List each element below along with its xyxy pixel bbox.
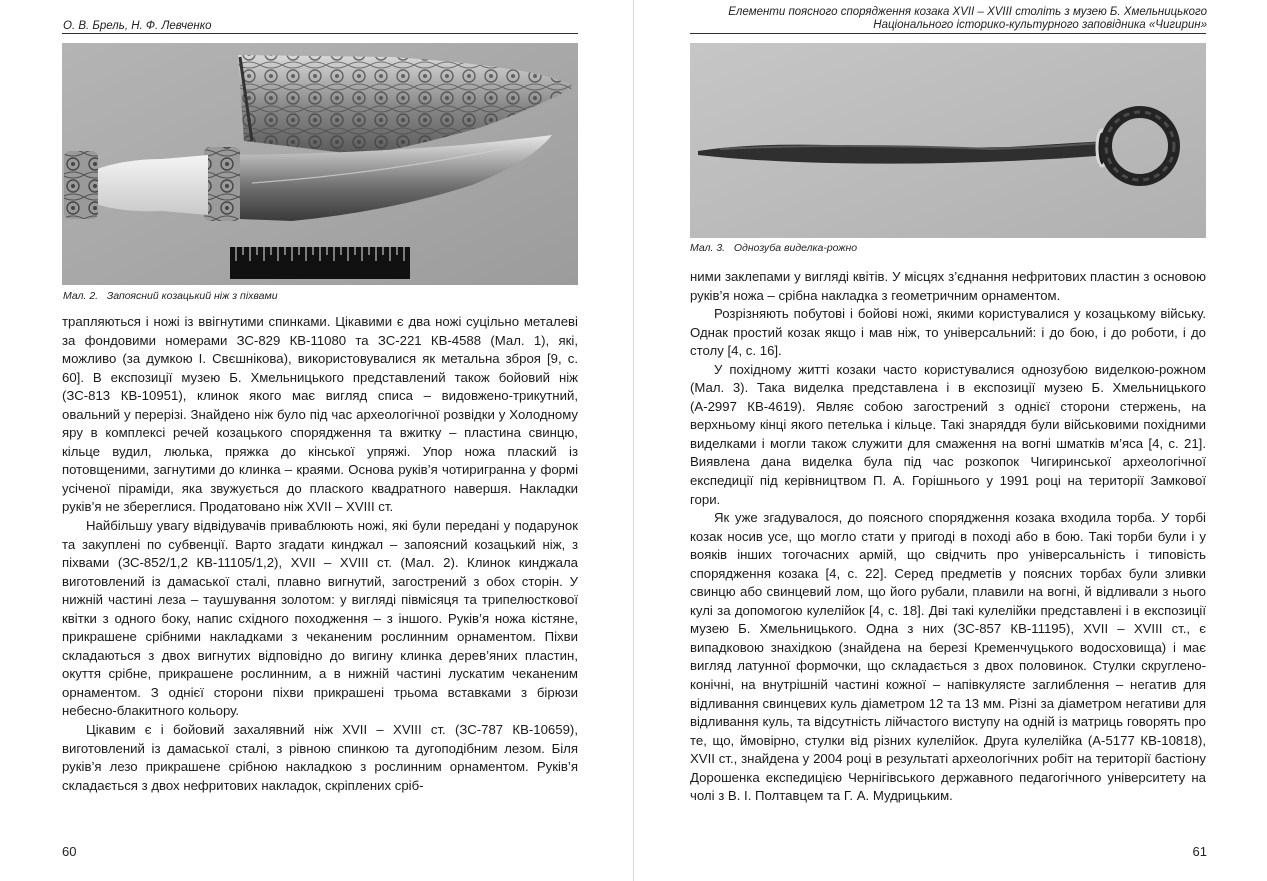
single-prong-fork-image	[690, 43, 1206, 238]
running-head-authors: О. В. Брель, Н. Ф. Левченко	[63, 20, 212, 32]
running-head-line: Національного історико-культурного заповідника «Чигирин»	[873, 19, 1207, 31]
body-text-right	[690, 268, 1206, 806]
page-right	[634, 0, 1267, 881]
paragraph: трапляються і ножі із ввігнутими спинками. Цікавими є два ножі суцільно металеві за фондовими номерами ЗС-829 КВ-11080 та ЗС-221 КВ-4588 (Мал. 1), які, можливо (за думкою І. Свєшнікова), використовувалися як метальна зброя [9, с. 60]. В експозиції музею Б. Хмельницького представлений також бойовий ніж (ЗС-813 КВ-10951), клинок якого має вигляд списа – видовжено-трикутний, овальний у перерізі. Знайдено ніж було під час археологічної розвідки у Холодному яру в комплексі речей козацького спорядження та вжитку – пластина свинцю, кільце вудил, люлька, пряжка до кінської упряжі. Упор ножа плаский із потовщеними, загнутими до клинка – краями. Основа руків’я чотиригранна у формі усіченої піраміди, яка звужується до плаского квадратного навершя. Накладки руків’я не збереглися. Продатовано ніж XVII – XVIII ст.	[62, 314, 578, 515]
figure-caption-3: Мал. 3. Однозуба виделка-рожно	[690, 242, 858, 254]
paragraph: Як уже згадувалося, до поясного спорядження козака входила торба. У торбі козак носив усе, що могло стати у пригоді в поході або в бою. Такі торби були і у вояків інших тогочасних армій, що свідчить про універсальність і типовість спорядження козака [4, с. 22]. Серед предметів у поясних торбах були зливки свинцю або свинцевий лом, що його рубали, плавили на вогні, й відливали з нього кулі за допомогою кулелійок [4, с. 18]. Дві такі кулелійки представлені і в експозиції музею Б. Хмельницького. Одна з них (ЗС-857 КВ-11195), XVII – XVIII ст., є випадковою знахідкою (знайдена на березі Кременчуцького водосховища) і має вигляд латунної формочки, що складається з двох половинок. Стулки скруглено-конічні, на внутрішній частині кожної – напівкулясте заглиблення – негатив для відливання свинцевих куль діаметром 12 та 13 мм. Різні за діаметром негативи для відливання куль, та відсутність лійчастого виступу на одній із матриць говорять про те, що, ймовірно, стулки від різних кулелійок. Друга кулелійка (А-5177 КВ-10818), XVII ст., знайдена у 2004 році в результаті археологічних робіт на території бастіону Дорошенка експедицією Чернігівського державного педагогічного університету на чолі з В. І. Полтавцем та Г. А. Мудрицьким.	[690, 510, 1206, 804]
paragraph: ними заклепами у вигляді квітів. У місцях з’єднання нефритових пластин з основою руків’я ножа – срібна накладка з геометричним орнаментом.	[690, 269, 1206, 303]
running-head-title	[728, 6, 1207, 32]
page-left	[0, 0, 633, 881]
page-number-right: 61	[1192, 844, 1207, 859]
body-text-left	[62, 313, 578, 795]
header-rule	[62, 33, 578, 34]
header-rule	[690, 33, 1206, 34]
figure-dagger-photo	[62, 43, 578, 285]
page-number-left: 60	[62, 844, 77, 859]
paragraph: Найбільшу увагу відвідувачів приваблюють ножі, які були передані у подарунок та закуплені по субвенції. Варто згадати кинджал – запоясний козацький ніж, з піхвами (ЗС-852/1,2 КВ-11105/1,2), XVII – XVIII ст. (Мал. 2). Клинок кинджала виготовлений із дамаської сталі, плавно вигнутий, загострений з обох сторін. У нижній частині леза – таушування золотом: у вигляді півмісяця та трипелюсткової квітки з одного боку, напис східного походження – з іншого. Руків’я ножа кістяне, прикрашене срібними накладками з чеканеним рослинним орнаментом. Піхви складаються з двох вигнутих відповідно до вигину клинка дерев’яних пластин, окуття срібне, прикрашене рослинним, а в нижній частині лускатим чеканеним орнаментом. З однієї сторони піхви прикрашені трьома вставками з бірюзи небесно-блакитного кольору.	[62, 518, 578, 719]
paragraph: Цікавим є і бойовий захалявний ніж XVII – XVIII ст. (ЗС-787 КВ-10659), виготовлений із дамаської сталі, з рівною спинкою та дугоподібним лезом. Біля руків’я лезо прикрашене срібною накладкою з рослинним орнаментом. Руків’я складається з двох нефритових накладок, скріплених сріб-	[62, 722, 578, 793]
figure-fork-photo	[690, 43, 1206, 238]
figure-caption-2: Мал. 2. Запоясний козацький ніж з піхвами	[63, 290, 278, 302]
dagger-with-sheath-image	[62, 43, 578, 285]
paragraph: Розрізняють побутові і бойові ножі, якими користувалися у козацькому війську. Однак простий козак якщо і мав ніж, то універсальний: і до бою, і до роботи, і до столу [4, с. 16].	[690, 306, 1206, 359]
running-head-line: Елементи поясного спорядження козака XVII – XVIII століть з музею Б. Хмельницького	[728, 6, 1207, 18]
paragraph: У похідному житті козаки часто користувалися однозубою виделкою-рожном (Мал. 3). Така виделка представлена і в експозиції музею Б. Хмельницького (А-2997 КВ-4619). Являє собою загострений з однієї сторони стержень, на верхньому кінці якого петелька і кільце. Такі знаряддя були військовими похідними виделками і могли також служити для смаження на вогні шматків м’яса [4, с. 21]. Виявлена дана виделка була під час розкопок Чигиринської археологічної експедиції під керівництвом П. А. Горішнього у 1991 році на території Замкової гори.	[690, 361, 1206, 507]
